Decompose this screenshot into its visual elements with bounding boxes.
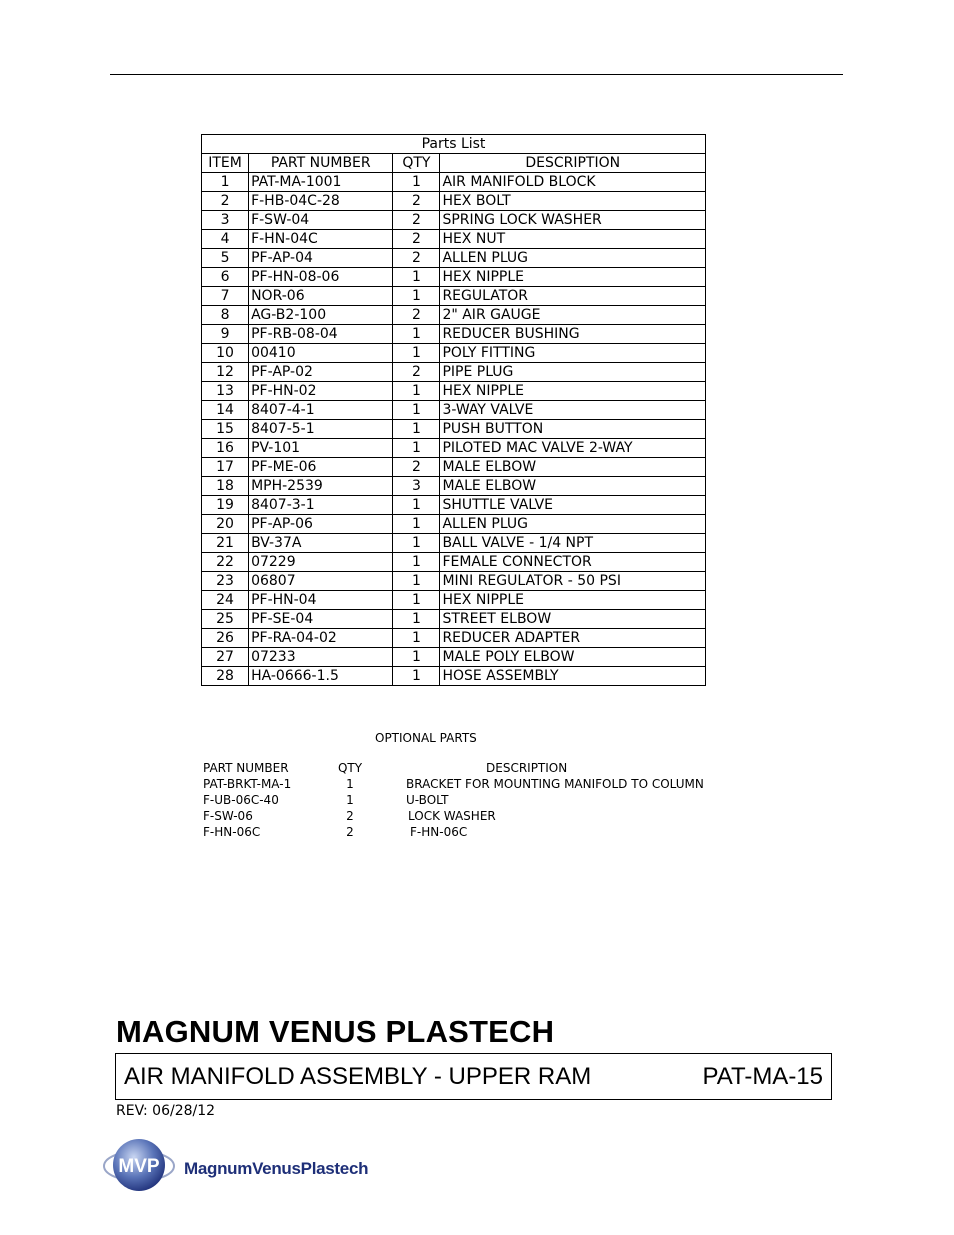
cell-qty: 2 [393,249,440,268]
optional-parts-title: OPTIONAL PARTS [375,731,477,745]
cell-description: FEMALE CONNECTOR [440,553,706,572]
cell-item: 10 [202,344,249,363]
table-row [202,306,706,325]
table-row [202,610,706,629]
optional-part-qty: 2 [346,809,354,823]
optional-part-row [203,792,723,808]
cell-description: REDUCER ADAPTER [440,629,706,648]
top-divider [110,74,843,75]
table-row [202,591,706,610]
cell-part-number: F-SW-04 [249,211,393,230]
cell-description: MALE ELBOW [440,477,706,496]
table-row [202,344,706,363]
cell-item: 27 [202,648,249,667]
optional-part-number: F-SW-06 [203,809,253,823]
cell-item: 1 [202,173,249,192]
table-row [202,553,706,572]
header-description: DESCRIPTION [440,154,706,173]
cell-item: 15 [202,420,249,439]
cell-description: REDUCER BUSHING [440,325,706,344]
document-title: AIR MANIFOLD ASSEMBLY - UPPER RAM [124,1063,592,1090]
optional-part-description: U-BOLT [406,793,449,807]
cell-item: 14 [202,401,249,420]
cell-description: 3-WAY VALVE [440,401,706,420]
cell-description: STREET ELBOW [440,610,706,629]
table-row [202,534,706,553]
optional-header-part-number: PART NUMBER [203,761,289,775]
cell-part-number: 8407-3-1 [249,496,393,515]
cell-qty: 3 [393,477,440,496]
table-row [202,629,706,648]
table-row [202,173,706,192]
cell-item: 17 [202,458,249,477]
optional-header-description: DESCRIPTION [486,761,568,775]
optional-part-qty: 2 [346,825,354,839]
cell-part-number: PV-101 [249,439,393,458]
parts-list-body [202,173,706,686]
cell-part-number: PF-SE-04 [249,610,393,629]
table-row [202,648,706,667]
table-row [202,230,706,249]
table-row [202,515,706,534]
cell-description: AIR MANIFOLD BLOCK [440,173,706,192]
cell-part-number: BV-37A [249,534,393,553]
cell-description: HEX NUT [440,230,706,249]
cell-description: PIPE PLUG [440,363,706,382]
cell-item: 26 [202,629,249,648]
table-row [202,211,706,230]
cell-part-number: PF-AP-04 [249,249,393,268]
cell-qty: 1 [393,439,440,458]
cell-qty: 2 [393,306,440,325]
cell-part-number: PF-ME-06 [249,458,393,477]
optional-part-description: F-HN-06C [410,825,468,839]
header-item: ITEM [202,154,249,173]
cell-part-number: PF-RA-04-02 [249,629,393,648]
cell-part-number: 8407-4-1 [249,401,393,420]
logo-badge-text: MVP [118,1156,160,1177]
optional-part-description: BRACKET FOR MOUNTING MANIFOLD TO COLUMN [406,777,704,791]
cell-qty: 1 [393,591,440,610]
cell-item: 9 [202,325,249,344]
cell-description: ALLEN PLUG [440,249,706,268]
optional-part-description: LOCK WASHER [408,809,496,823]
title-block [115,1053,832,1100]
optional-part-row [203,824,723,840]
cell-qty: 1 [393,268,440,287]
cell-qty: 1 [393,534,440,553]
cell-qty: 1 [393,572,440,591]
cell-description: 2" AIR GAUGE [440,306,706,325]
cell-description: SHUTTLE VALVE [440,496,706,515]
cell-item: 28 [202,667,249,686]
cell-item: 5 [202,249,249,268]
table-row [202,382,706,401]
optional-part-number: F-HN-06C [203,825,261,839]
header-qty: QTY [393,154,440,173]
cell-item: 20 [202,515,249,534]
cell-part-number: 06807 [249,572,393,591]
cell-description: HOSE ASSEMBLY [440,667,706,686]
cell-description: HEX BOLT [440,192,706,211]
cell-description: MALE POLY ELBOW [440,648,706,667]
optional-part-number: F-UB-06C-40 [203,793,279,807]
cell-part-number: NOR-06 [249,287,393,306]
table-row [202,420,706,439]
cell-qty: 1 [393,344,440,363]
cell-qty: 1 [393,553,440,572]
cell-qty: 1 [393,401,440,420]
cell-qty: 1 [393,420,440,439]
cell-description: REGULATOR [440,287,706,306]
table-row [202,572,706,591]
cell-part-number: 07233 [249,648,393,667]
table-row [202,287,706,306]
cell-description: HEX NIPPLE [440,382,706,401]
cell-part-number: F-HN-04C [249,230,393,249]
cell-item: 16 [202,439,249,458]
cell-qty: 1 [393,287,440,306]
cell-qty: 2 [393,192,440,211]
cell-description: ALLEN PLUG [440,515,706,534]
cell-item: 2 [202,192,249,211]
optional-part-qty: 1 [346,793,354,807]
cell-part-number: PF-AP-02 [249,363,393,382]
table-row [202,667,706,686]
table-row [202,363,706,382]
cell-part-number: 00410 [249,344,393,363]
cell-description: POLY FITTING [440,344,706,363]
cell-part-number: AG-B2-100 [249,306,393,325]
cell-part-number: PAT-MA-1001 [249,173,393,192]
cell-part-number: F-HB-04C-28 [249,192,393,211]
cell-description: HEX NIPPLE [440,591,706,610]
cell-part-number: PF-HN-04 [249,591,393,610]
cell-part-number: PF-HN-08-06 [249,268,393,287]
table-row [202,192,706,211]
cell-item: 18 [202,477,249,496]
parts-list-title: Parts List [202,135,706,154]
optional-part-qty: 1 [346,777,354,791]
cell-item: 23 [202,572,249,591]
parts-list-table [201,134,706,686]
optional-parts-list [203,760,723,840]
cell-qty: 2 [393,211,440,230]
table-row [202,477,706,496]
cell-item: 12 [202,363,249,382]
table-row [202,496,706,515]
table-row [202,268,706,287]
cell-qty: 1 [393,629,440,648]
cell-part-number: HA-0666-1.5 [249,667,393,686]
logo-wordmark: MagnumVenusPlastech [184,1159,369,1178]
cell-part-number: PF-HN-02 [249,382,393,401]
cell-qty: 1 [393,667,440,686]
optional-part-number: PAT-BRKT-MA-1 [203,777,292,791]
cell-item: 8 [202,306,249,325]
cell-part-number: MPH-2539 [249,477,393,496]
document-number: PAT-MA-15 [702,1063,823,1090]
cell-description: HEX NIPPLE [440,268,706,287]
optional-part-row [203,808,723,824]
cell-qty: 2 [393,458,440,477]
cell-item: 7 [202,287,249,306]
company-name: MAGNUM VENUS PLASTECH [116,1014,555,1049]
cell-qty: 1 [393,515,440,534]
cell-description: PILOTED MAC VALVE 2-WAY [440,439,706,458]
cell-item: 19 [202,496,249,515]
cell-item: 13 [202,382,249,401]
cell-part-number: 07229 [249,553,393,572]
cell-item: 4 [202,230,249,249]
optional-parts-header [203,760,723,776]
cell-item: 6 [202,268,249,287]
optional-part-row [203,776,723,792]
table-row [202,401,706,420]
table-row [202,439,706,458]
cell-description: MINI REGULATOR - 50 PSI [440,572,706,591]
cell-part-number: PF-RB-08-04 [249,325,393,344]
cell-item: 3 [202,211,249,230]
cell-qty: 2 [393,230,440,249]
cell-description: MALE ELBOW [440,458,706,477]
cell-item: 22 [202,553,249,572]
cell-qty: 1 [393,173,440,192]
cell-qty: 2 [393,363,440,382]
cell-qty: 1 [393,648,440,667]
table-row [202,458,706,477]
cell-qty: 1 [393,496,440,515]
table-row [202,325,706,344]
cell-description: PUSH BUTTON [440,420,706,439]
cell-qty: 1 [393,382,440,401]
revision-date: REV: 06/28/12 [116,1103,216,1119]
cell-qty: 1 [393,610,440,629]
header-part-number: PART NUMBER [249,154,393,173]
cell-qty: 1 [393,325,440,344]
cell-description: SPRING LOCK WASHER [440,211,706,230]
cell-item: 21 [202,534,249,553]
cell-item: 25 [202,610,249,629]
cell-part-number: PF-AP-06 [249,515,393,534]
cell-description: BALL VALVE - 1/4 NPT [440,534,706,553]
cell-item: 24 [202,591,249,610]
table-row [202,249,706,268]
cell-part-number: 8407-5-1 [249,420,393,439]
optional-header-qty: QTY [337,761,363,775]
